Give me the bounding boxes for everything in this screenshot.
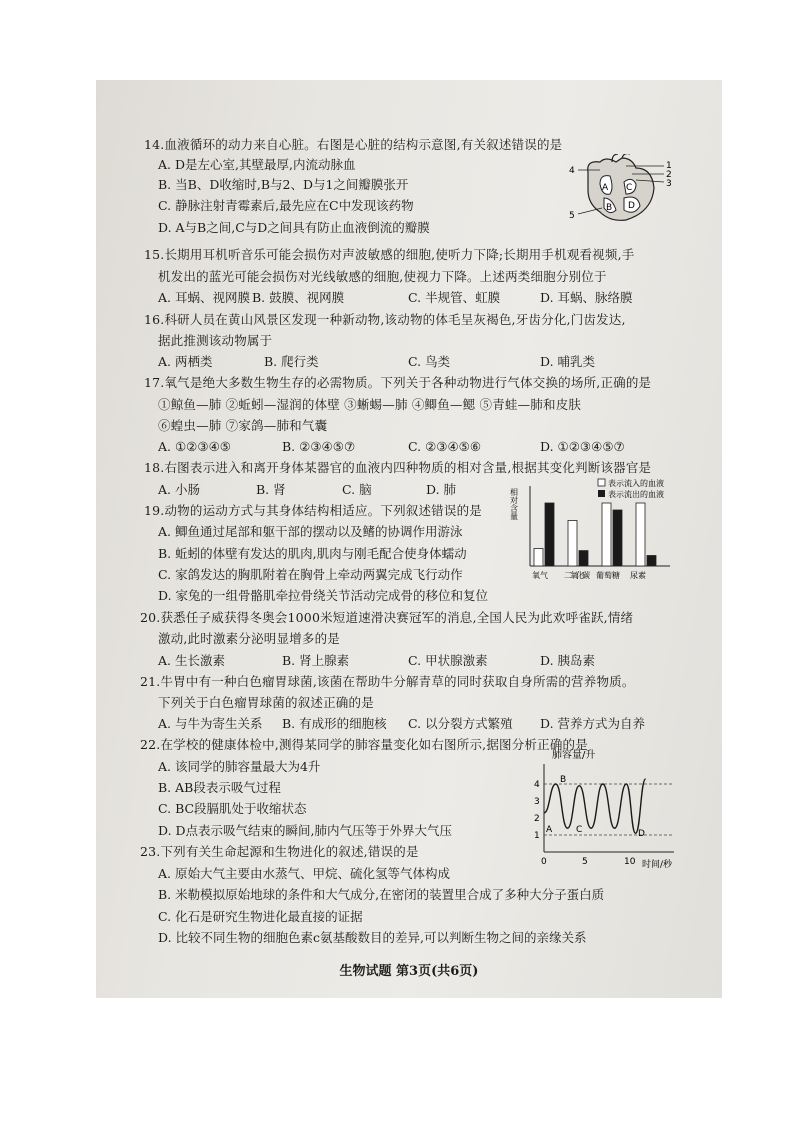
heart-label-c: C [626,183,633,193]
q17-stem-line2: ①鲸鱼—肺 ②蚯蚓—湿润的体壁 ③蜥蜴—肺 ④鲫鱼—鳃 ⑤青蛙—肺和皮肤 [158,397,582,412]
lung-volume-line-chart [524,746,694,870]
q20-option-a: A. 生长激素 [158,653,225,668]
q19-option-c: C. 家鸽发达的胸肌附着在胸骨上牵动两翼完成飞行动作 [158,567,463,582]
heart-label-4: 4 [569,166,575,176]
lung-ytick-1: 1 [534,831,540,841]
q14-option-b: B. 当B、D收缩时,B与2、D与1之间瓣膜张开 [158,177,409,192]
q18-option-a: A. 小肠 [158,482,200,497]
q19-option-d: D. 家兔的一组骨骼肌牵拉骨绕关节活动完成骨的移位和复位 [158,588,489,603]
lung-chart-xlabel: 时间/秒 [642,860,673,870]
heart-label-a: A [602,183,609,193]
bar-outflow-1 [579,551,588,566]
q16-stem-line1: 16.科研人员在黄山风景区发现一种新动物,该动物的体毛呈灰褐色,牙齿分化,门齿发达, [144,312,626,327]
q21-stem-line2: 下列关于白色瘤胃球菌的叙述正确的是 [158,695,374,710]
q16-option-d: D. 哺乳类 [540,354,596,369]
lung-chart-ylabel: 肺容量/升 [552,750,596,761]
q23-option-d: D. 比较不同生物的细胞色素c氨基酸数目的差异,可以判断生物之间的亲缘关系 [158,930,587,945]
q18-option-d: D. 肺 [426,482,457,497]
q15-option-b: B. 鼓膜、视网膜 [252,290,345,305]
q16-option-a: A. 两栖类 [158,354,213,369]
bar-cat-urea: 尿素 [630,571,646,580]
q21-option-d: D. 营养方式为自养 [540,716,646,731]
q20-option-d: D. 胰岛素 [540,653,596,668]
legend-swatch-inflow [598,479,605,486]
q19-option-b: B. 蚯蚓的体壁有发达的肌肉,肌肉与刚毛配合使身体蠕动 [158,546,467,561]
q17-option-b: B. ②③④⑤⑦ [282,439,356,454]
lung-volume-curve [544,779,646,833]
bar-inflow-1 [568,521,577,567]
q18-option-b: B. 肾 [256,482,286,497]
lung-xtick-10: 10 [624,857,636,867]
q19-stem: 19.动物的运动方式与其身体结构相适应。下列叙述错误的是 [144,503,482,518]
q17-stem-line3: ⑥蝗虫—肺 ⑦家鸽—肺和气囊 [158,418,328,433]
bar-outflow-3 [647,556,656,567]
q14-option-a: A. D是左心室,其壁最厚,内流动脉血 [158,157,356,172]
q16-option-b: B. 爬行类 [264,354,319,369]
legend-swatch-outflow [598,490,605,497]
q20-option-b: B. 肾上腺素 [282,653,350,668]
bar-outflow-0 [545,503,554,566]
q22-option-b: B. AB段表示吸气过程 [158,780,281,795]
q23-option-b: B. 米勒模拟原始地球的条件和大气成分,在密闭的装置里合成了多种大分子蛋白质 [158,887,605,902]
q22-option-d: D. D点表示吸气结束的瞬间,肺内气压等于外界大气压 [158,823,453,838]
legend-outflow-label: 表示流出的血液 [608,490,664,499]
lung-ytick-3: 3 [534,797,540,807]
q15-option-d: D. 耳蜗、脉络膜 [540,290,633,305]
q21-option-c: C. 以分裂方式繁殖 [408,716,513,731]
page-footer: 生物试题 第3页(共6页) [339,964,479,979]
q22-option-a: A. 该同学的肺容量最大为4升 [158,759,321,774]
q17-option-d: D. ①②③④⑤⑦ [540,439,625,454]
heart-label-d: D [628,201,635,211]
q17-option-a: A. ①②③④⑤ [158,439,232,454]
lung-xtick-5: 5 [582,857,588,867]
q19-option-a: A. 鲫鱼通过尾部和躯干部的摆动以及鳍的协调作用游泳 [158,524,463,539]
q21-option-b: B. 有成形的细胞核 [282,716,387,731]
exam-page [96,80,722,998]
q15-stem-line1: 15.长期用耳机听音乐可能会损伤对声波敏感的细胞,使听力下降;长期用手机观看视频,手 [144,247,635,262]
heart-label-3: 3 [666,179,672,189]
blood-substance-bar-chart [510,476,690,592]
q15-option-a: A. 耳蜗、视网膜 [158,290,250,305]
lung-ytick-2: 2 [534,814,540,824]
heart-label-5: 5 [569,211,575,221]
bar-inflow-2 [602,503,611,566]
bar-chart-ylabel: 相对含量 [510,488,519,520]
q14-option-c: C. 静脉注射青霉素后,最先应在C中发现该药物 [158,198,414,213]
q22-option-c: C. BC段膈肌处于收缩状态 [158,801,307,816]
lung-point-d: D [638,829,645,839]
q22-stem: 22.在学校的健康体检中,测得某同学的肺容量变化如右图所示,据图分析正确的是 [140,737,588,752]
q21-option-a: A. 与牛为寄生关系 [158,716,263,731]
q21-stem-line1: 21.牛胃中有一种白色瘤胃球菌,该菌在帮助牛分解青草的同时获取自身所需的营养物质。 [140,674,635,689]
bar-cat-glucose: 葡萄糖 [596,571,620,580]
q14-stem: 14.血液循环的动力来自心脏。右图是心脏的结构示意图,有关叙述错误的是 [144,137,563,152]
q17-option-c: C. ②③④⑤⑥ [408,439,482,454]
q16-stem-line2: 据此推测该动物属于 [158,333,273,348]
bar-cat-co2: 二氧化碳 [564,571,590,580]
q23-stem: 23.下列有关生命起源和生物进化的叙述,错误的是 [140,844,419,859]
q14-option-d: D. A与B之间,C与D之间具有防止血液倒流的瓣膜 [158,220,430,235]
bar-outflow-2 [613,510,622,566]
bar-inflow-3 [636,503,645,566]
heart-label-2: 2 [666,170,672,180]
bar-inflow-0 [534,549,543,567]
lung-point-a: A [546,825,553,835]
q23-option-c: C. 化石是研究生物进化最直接的证据 [158,909,363,924]
q15-stem-line2: 机发出的蓝光可能会损伤对光线敏感的细胞,使视力下降。上述两类细胞分别位于 [158,269,607,284]
q18-stem: 18.右图表示进入和离开身体某器官的血液内四种物质的相对含量,根据其变化判断该器官是 [144,460,652,475]
q18-option-c: C. 脑 [342,482,372,497]
lung-point-c: C [576,825,583,835]
q20-stem-line1: 20.获悉任子威获得冬奥会1000米短道速滑决赛冠军的消息,全国人民为此欢呼雀跃,情绪 [140,610,634,625]
lung-xtick-0: 0 [541,857,547,867]
bar-cat-oxygen: 氧气 [532,571,548,580]
q20-stem-line2: 激动,此时激素分泌明显增多的是 [158,631,340,646]
q23-option-a: A. 原始大气主要由水蒸气、甲烷、硫化氢等气体构成 [158,866,450,881]
legend-inflow-label: 表示流入的血液 [608,479,664,488]
q20-option-c: C. 甲状腺激素 [408,653,488,668]
q15-option-c: C. 半规管、虹膜 [408,290,501,305]
lung-point-b: B [560,775,567,785]
q16-option-c: C. 鸟类 [408,354,451,369]
heart-diagram [566,154,676,224]
q17-stem-line1: 17.氧气是绝大多数生物生存的必需物质。下列关于各种动物进行气体交换的场所,正确的是 [144,375,652,390]
heart-label-b: B [606,203,613,213]
heart-label-1: 1 [666,161,672,171]
lung-ytick-4: 4 [534,780,540,790]
